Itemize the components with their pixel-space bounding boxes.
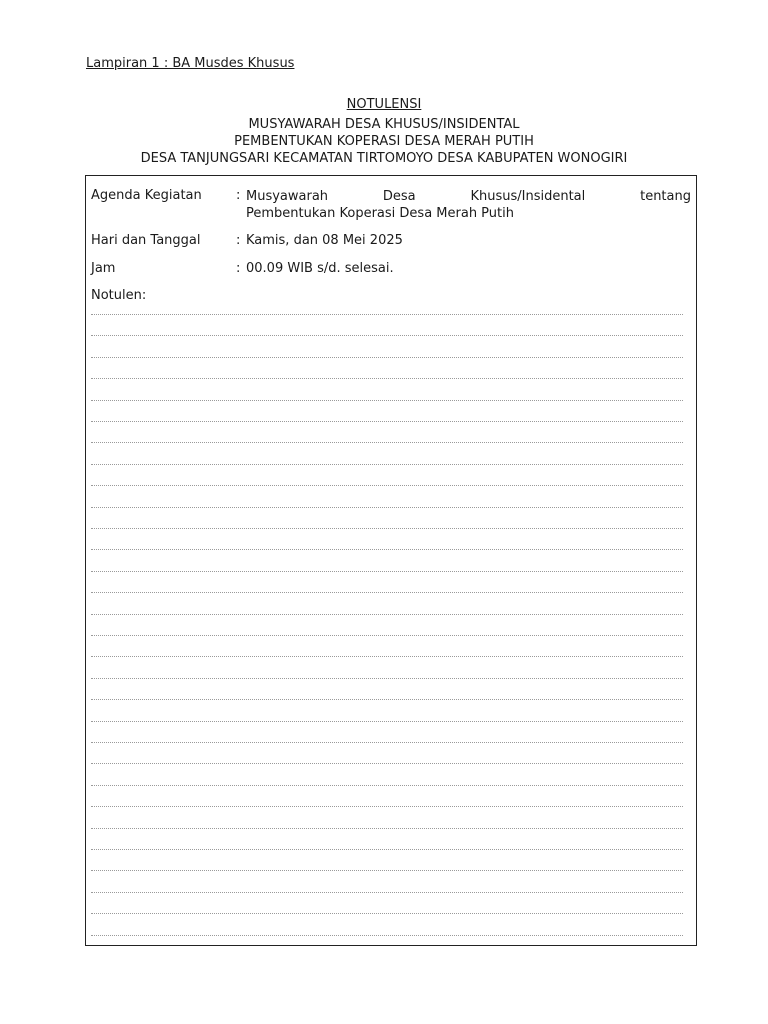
notulen-dotted-line	[91, 464, 683, 465]
notulen-dotted-line	[91, 528, 683, 529]
notulen-dotted-line	[91, 549, 683, 550]
date-value: Kamis, dan 08 Mei 2025	[246, 233, 403, 248]
notulen-dotted-line	[91, 400, 683, 401]
notulen-form-frame	[85, 175, 697, 946]
notulen-label: Notulen:	[91, 288, 147, 303]
notulen-dotted-line	[91, 635, 683, 636]
notulen-dotted-line	[91, 314, 683, 315]
date-label: Hari dan Tanggal	[91, 233, 201, 248]
agenda-value	[246, 188, 691, 222]
document-subtitle-line-2: PEMBENTUKAN KOPERASI DESA MERAH PUTIH	[234, 134, 534, 149]
notulen-dotted-line	[91, 571, 683, 572]
document-subtitle-line-3: DESA TANJUNGSARI KECAMATAN TIRTOMOYO DESA KABUPATEN WONOGIRI	[140, 151, 628, 166]
notulen-dotted-line	[91, 913, 683, 914]
agenda-value-line-2: Pembentukan Koperasi Desa Merah Putih	[246, 206, 514, 221]
agenda-label: Agenda Kegiatan	[91, 188, 202, 203]
document-subtitle-line-1: MUSYAWARAH DESA KHUSUS/INSIDENTAL	[248, 117, 520, 132]
date-colon: :	[236, 233, 241, 248]
notulen-dotted-line	[91, 870, 683, 871]
notulen-dotted-line	[91, 656, 683, 657]
notulen-dotted-line	[91, 678, 683, 679]
notulen-dotted-line	[91, 485, 683, 486]
notulen-dotted-line	[91, 785, 683, 786]
agenda-row	[91, 188, 691, 228]
notulen-dotted-line	[91, 742, 683, 743]
time-colon: :	[236, 261, 241, 276]
notulen-dotted-line	[91, 806, 683, 807]
notulen-dotted-line	[91, 763, 683, 764]
notulen-dotted-line	[91, 592, 683, 593]
notulen-dotted-line	[91, 357, 683, 358]
notulen-dotted-line	[91, 614, 683, 615]
notulen-dotted-line	[91, 828, 683, 829]
notulen-dotted-line	[91, 892, 683, 893]
document-title: NOTULENSI	[346, 97, 422, 112]
time-value: 00.09 WIB s/d. selesai.	[246, 261, 394, 276]
agenda-colon: :	[236, 188, 241, 203]
notulen-dotted-line	[91, 507, 683, 508]
notulen-dotted-line	[91, 378, 683, 379]
time-label: Jam	[91, 261, 116, 276]
notulen-dotted-line	[91, 721, 683, 722]
notulen-dotted-line	[91, 699, 683, 700]
notulen-dotted-line	[91, 442, 683, 443]
notulen-dotted-line	[91, 335, 683, 336]
notulen-dotted-line	[91, 935, 683, 936]
attachment-reference: Lampiran 1 : BA Musdes Khusus	[86, 56, 295, 71]
agenda-value-line-1: Musyawarah Desa Khusus/Insidental tentang	[246, 189, 691, 204]
notulen-dotted-line	[91, 849, 683, 850]
notulen-dotted-line	[91, 421, 683, 422]
